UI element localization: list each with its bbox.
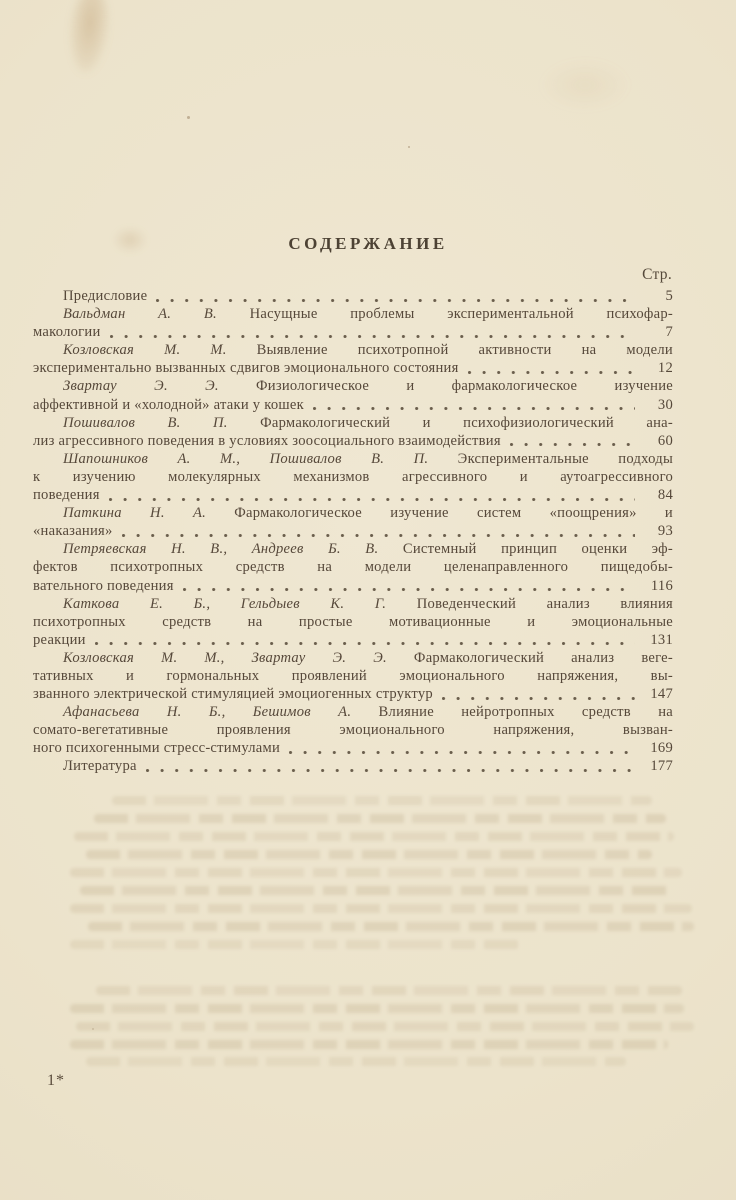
toc-entry-text: Фармакологическое изучение систем «поощрения» и: [206, 505, 673, 522]
toc-line: [33, 359, 673, 377]
toc-entry-text: аффективной и «холодной» атаки у кошек: [33, 396, 304, 413]
toc-page-number: 131: [650, 631, 673, 648]
toc-page-number: 30: [657, 396, 673, 413]
toc-page-number: 7: [665, 324, 673, 341]
bleed-through-line: [88, 922, 694, 931]
bleed-through-line: [70, 940, 520, 949]
dotted-leader: [459, 359, 639, 377]
toc-line: [33, 341, 673, 359]
bleed-through-line: [70, 1040, 668, 1049]
toc-line: [33, 486, 673, 504]
toc-line: [33, 703, 673, 721]
toc-entry-text: экспериментально вызванных сдвигов эмоционального состояния: [33, 360, 459, 377]
dotted-leader: [137, 757, 639, 775]
bleed-through-line: [86, 850, 652, 859]
toc-entry-text: поведения: [33, 487, 100, 504]
toc-entry-text: психотропных средств на простые мотивационные и эмоциональные: [33, 613, 673, 630]
bleed-through-line: [86, 1057, 626, 1066]
toc-entry-text: «наказания»: [33, 523, 113, 540]
toc-entry-text: Системный принцип оценки эф-: [378, 541, 673, 558]
dotted-leader: [147, 287, 639, 305]
toc-page-number: 169: [650, 740, 673, 757]
toc-line: [33, 323, 673, 341]
page-title: СОДЕРЖАНИЕ: [288, 234, 448, 253]
toc-line: [33, 287, 673, 305]
toc-line: [33, 613, 673, 631]
toc-line: [33, 504, 673, 522]
bleed-through-line: [96, 986, 682, 995]
bleed-through-line: [70, 904, 692, 913]
dotted-leader: [101, 323, 639, 341]
toc-author-name: Афанасьева Н. Б., Бешимов А.: [63, 704, 352, 721]
toc-entry-text: ного психогенными стресс-стимулами: [33, 740, 281, 757]
toc-page-number: 12: [657, 360, 673, 377]
toc-entry-text: Влияние нейротропных средств на: [351, 704, 673, 721]
toc-author-name: Петряевская Н. В., Андреев Б. В.: [63, 541, 379, 558]
toc-line: [33, 721, 673, 739]
toc-entry-text: Насущные проблемы экспериментальной психофар-: [216, 306, 673, 323]
toc-line: [33, 377, 673, 395]
toc-line: [33, 468, 673, 486]
toc-page-number: 84: [657, 487, 673, 504]
dotted-leader: [174, 577, 639, 595]
bleed-through-line: [74, 832, 674, 841]
toc-page-number: 147: [650, 686, 673, 703]
toc-line: [33, 396, 673, 414]
toc-entry-text: реакции: [33, 631, 86, 648]
toc-entry-text: Экспериментальные подходы: [428, 450, 673, 467]
dotted-leader: [113, 522, 639, 540]
toc-author-name: Паткина Н. А.: [63, 505, 207, 522]
bleed-through-line: [70, 1004, 684, 1013]
bleed-through-line: [76, 1022, 694, 1031]
toc-author-name: Козловская М. М., Звартау Э. Э.: [63, 649, 387, 666]
toc-line: [33, 522, 673, 540]
dotted-leader: [280, 739, 639, 757]
toc-line: [33, 667, 673, 685]
toc-entry-text: тативных и гормональных проявлений эмоционального напряжения, вы-: [33, 667, 673, 684]
toc-line: [33, 305, 673, 323]
toc-entry-text: к изучению молекулярных механизмов агрессивного и аутоагрессивного: [33, 468, 673, 485]
toc-entry-text: званного электрической стимуляцией эмоциогенных структур: [33, 686, 433, 703]
toc-entry-text: макологии: [33, 324, 101, 341]
toc-line: [33, 577, 673, 595]
toc-author-name: Пошивалов В. П.: [63, 414, 228, 431]
toc-page-number: 60: [657, 432, 673, 449]
toc-entry-text: фектов психотропных средств на модели целенаправленного пищедобы-: [33, 559, 673, 576]
toc-entry-text: вательного поведения: [33, 577, 174, 594]
page-column-header: Стр.: [642, 266, 672, 283]
toc-line: [33, 432, 673, 450]
toc-author-name: Вальдман А. В.: [63, 306, 217, 323]
toc-line: [33, 685, 673, 703]
toc-entry-text: Предисловие: [63, 288, 148, 304]
toc-entry-text: лиз агрессивного поведения в условиях зоосоциального взаимодействия: [33, 432, 501, 449]
toc-author-name: Звартау Э. Э.: [63, 378, 219, 395]
dotted-leader: [501, 432, 639, 450]
toc-line: [33, 595, 673, 613]
table-of-contents: [33, 287, 673, 776]
toc-line: [33, 540, 673, 558]
paper-stain: [540, 60, 630, 110]
toc-page-number: 5: [665, 288, 673, 304]
toc-page-number: 93: [657, 523, 673, 540]
toc-page-number: 177: [650, 758, 673, 775]
dotted-leader: [100, 486, 639, 504]
toc-entry-text: Выявление психотропной активности на модели: [226, 342, 673, 359]
toc-entry-text: Фармакологический и психофизиологический ана-: [227, 414, 673, 431]
toc-line: [33, 649, 673, 667]
dotted-leader: [433, 685, 639, 703]
toc-line: [33, 631, 673, 649]
bleed-through-line: [70, 868, 682, 877]
footer-signature-mark: 1*: [47, 1072, 65, 1089]
paper-stain: [66, 0, 113, 76]
toc-line: [33, 414, 673, 432]
toc-line: [33, 558, 673, 576]
toc-entry-text: Поведенческий анализ влияния: [386, 595, 673, 612]
paper-speck: [187, 116, 190, 119]
paper-speck: [408, 146, 410, 148]
toc-entry-text: сомато-вегетативные проявления эмоционального напряжения, вызван-: [33, 722, 673, 739]
dotted-leader: [304, 396, 639, 414]
toc-entry-text: Фармакологический анализ веге-: [386, 649, 673, 666]
toc-author-name: Шапошников А. М., Пошивалов В. П.: [63, 450, 429, 467]
toc-author-name: Козловская М. М.: [63, 342, 227, 359]
toc-line: [33, 739, 673, 757]
toc-line: [33, 450, 673, 468]
bleed-through-line: [94, 814, 666, 823]
toc-line: [33, 757, 673, 775]
toc-author-name: Каткова Е. Б., Гельдыев К. Г.: [63, 595, 387, 612]
bleed-through-line: [80, 886, 668, 895]
toc-entry-text: Литература: [63, 758, 137, 775]
toc-entry-text: Физиологическое и фармакологическое изучение: [218, 378, 673, 395]
dotted-leader: [86, 631, 639, 649]
toc-page-number: 116: [650, 577, 673, 594]
bleed-through-line: [112, 796, 652, 805]
